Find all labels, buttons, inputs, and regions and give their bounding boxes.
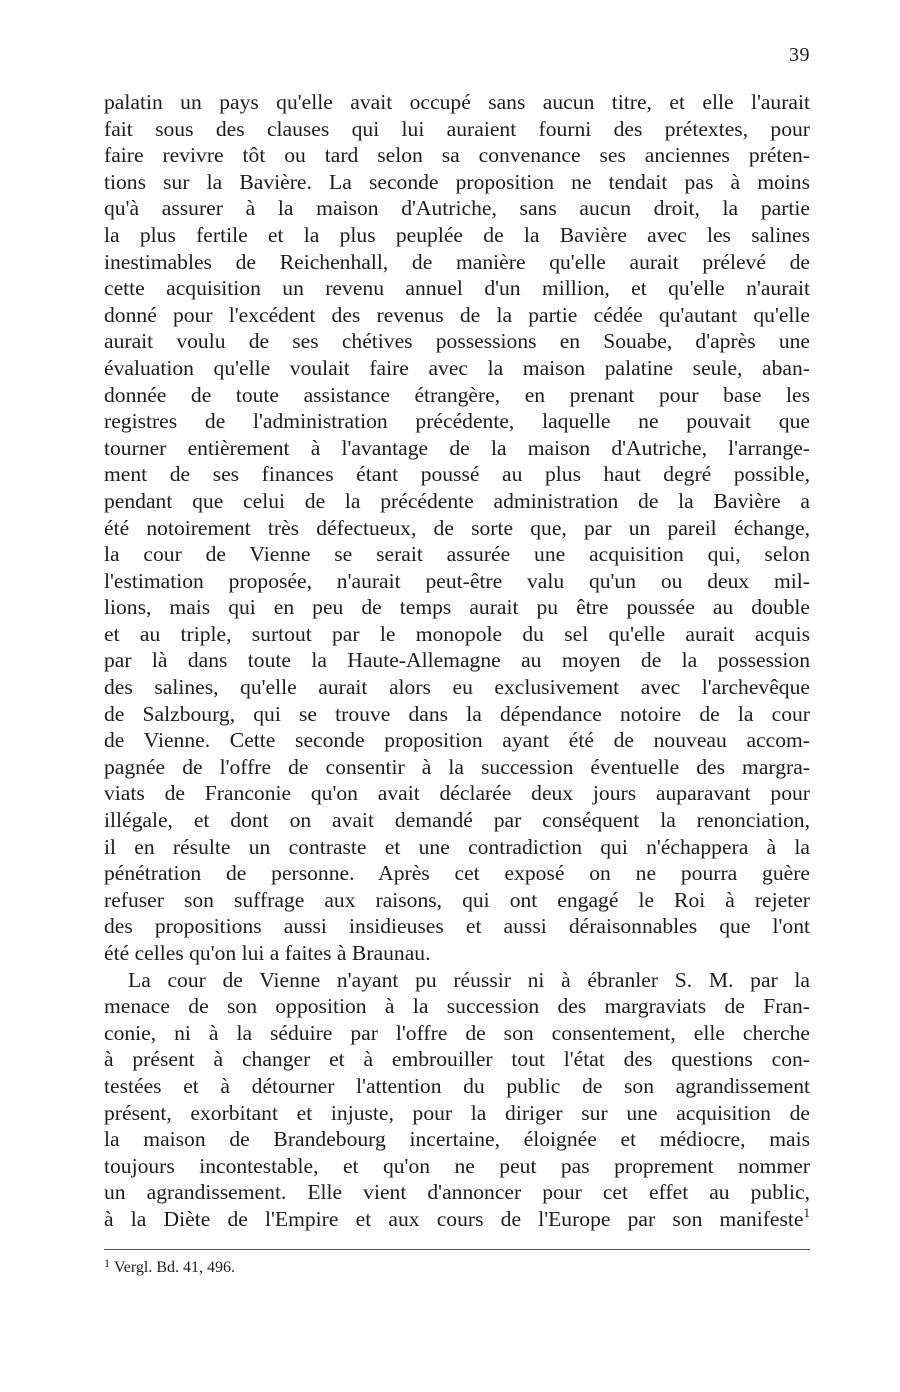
text-line: aurait voulu de ses chétives possessions en Souabe, d'après une bbox=[104, 329, 810, 354]
text-line: l'estimation proposée, n'aurait peut-être valu qu'un ou deux mil- bbox=[104, 568, 810, 593]
text-line: de Vienne. Cette seconde proposition ayant été de nouveau accom- bbox=[104, 728, 810, 753]
text-line: cette acquisition un revenu annuel d'un million, et qu'elle n'aurait bbox=[104, 276, 810, 301]
text-line: ment de ses finances étant poussé au plus haut degré possible, bbox=[104, 462, 810, 487]
text-line: un agrandissement. Elle vient d'annoncer pour cet effet au public, bbox=[104, 1180, 810, 1205]
text-line: conie, ni à la séduire par l'offre de son consentement, elle cherche bbox=[104, 1020, 810, 1045]
text-line: par là dans toute la Haute-Allemagne au moyen de la possession bbox=[104, 648, 810, 673]
text-line: à présent à changer et à embrouiller tout l'état des questions con- bbox=[104, 1047, 810, 1072]
footnote-number: 1 bbox=[104, 1256, 110, 1270]
footnote bbox=[104, 1253, 235, 1278]
text-line: inestimables de Reichenhall, de manière qu'elle aurait prélevé de bbox=[104, 249, 810, 274]
text-line: et au triple, surtout par le monopole du sel qu'elle aurait acquis bbox=[104, 621, 810, 646]
text-line-with-footnote bbox=[104, 1206, 810, 1233]
text-line: des propositions aussi insidieuses et aussi déraisonnables que l'ont bbox=[104, 914, 810, 939]
text-line: fait sous des clauses qui lui auraient fourni des prétextes, pour bbox=[104, 116, 810, 141]
text-line: tions sur la Bavière. La seconde proposition ne tendait pas à moins bbox=[104, 169, 810, 194]
text-line: été notoirement très défectueux, de sorte que, par un pareil échange, bbox=[104, 515, 810, 540]
text-line: donné pour l'excédent des revenus de la partie cédée qu'autant qu'elle bbox=[104, 302, 810, 327]
footnote-divider bbox=[104, 1249, 810, 1250]
text-line: palatin un pays qu'elle avait occupé sans aucun titre, et elle l'aurait bbox=[104, 90, 810, 114]
text-line: des salines, qu'elle aurait alors eu exclusivement avec l'archevêque bbox=[104, 675, 810, 700]
text-line: été celles qu'on lui a faites à Braunau. bbox=[104, 941, 431, 965]
page-number: 39 bbox=[789, 44, 810, 66]
text-line: registres de l'administration précédente, laquelle ne pouvait que bbox=[104, 409, 810, 434]
paragraph-1 bbox=[104, 89, 810, 967]
text-line: pagnée de l'offre de consentir à la succession éventuelle des margra- bbox=[104, 754, 810, 779]
text-line: il en résulte un contraste et une contradiction qui n'échappera à la bbox=[104, 834, 810, 859]
text-line: de Salzbourg, qui se trouve dans la dépendance notoire de la cour bbox=[104, 701, 810, 726]
main-text bbox=[104, 89, 810, 1233]
text-line: menace de son opposition à la succession des margraviats de Fran- bbox=[104, 994, 810, 1019]
text-line: donnée de toute assistance étrangère, en prenant pour base les bbox=[104, 382, 810, 407]
text-line: toujours incontestable, et qu'on ne peut pas proprement nommer bbox=[104, 1153, 810, 1178]
text-line: lions, mais qui en peu de temps aurait pu être poussée au double bbox=[104, 595, 810, 620]
text-line: évaluation qu'elle voulait faire avec la maison palatine seule, aban- bbox=[104, 355, 810, 380]
text-line: faire revivre tôt ou tard selon sa convenance ses anciennes préten- bbox=[104, 143, 810, 168]
text-line: illégale, et dont on avait demandé par conséquent la renonciation, bbox=[104, 808, 810, 833]
paragraph-2 bbox=[104, 967, 810, 1233]
text-line: la cour de Vienne se serait assurée une acquisition qui, selon bbox=[104, 542, 810, 567]
text-line: la plus fertile et la plus peuplée de la Bavière avec les salines bbox=[104, 222, 810, 247]
text-line: testées et à détourner l'attention du public de son agrandissement bbox=[104, 1073, 810, 1098]
text-line: refuser son suffrage aux raisons, qui ont engagé le Roi à rejeter bbox=[104, 887, 810, 912]
text-line: présent, exorbitant et injuste, pour la diriger sur une acquisition de bbox=[104, 1100, 810, 1125]
text-line: pénétration de personne. Après cet exposé on ne pourra guère bbox=[104, 861, 810, 886]
text-line: viats de Franconie qu'on avait déclarée deux jours auparavant pour bbox=[104, 781, 810, 806]
text-line: qu'à assurer à la maison d'Autriche, sans aucun droit, la partie bbox=[104, 196, 810, 221]
text-line: tourner entièrement à l'avantage de la maison d'Autriche, l'arrange- bbox=[104, 435, 810, 460]
text-line: la maison de Brandebourg incertaine, éloignée et médiocre, mais bbox=[104, 1127, 810, 1152]
footnote-text: Vergl. Bd. 41, 496. bbox=[114, 1259, 236, 1276]
footnote-marker[interactable]: 1 bbox=[803, 1204, 810, 1220]
text-line: La cour de Vienne n'ayant pu réussir ni à ébranler S. M. par la bbox=[128, 967, 810, 992]
text-line: pendant que celui de la précédente administration de la Bavière a bbox=[104, 488, 810, 513]
text-line: à la Diète de l'Empire et aux cours de l'Europe par son manifeste bbox=[104, 1206, 804, 1231]
